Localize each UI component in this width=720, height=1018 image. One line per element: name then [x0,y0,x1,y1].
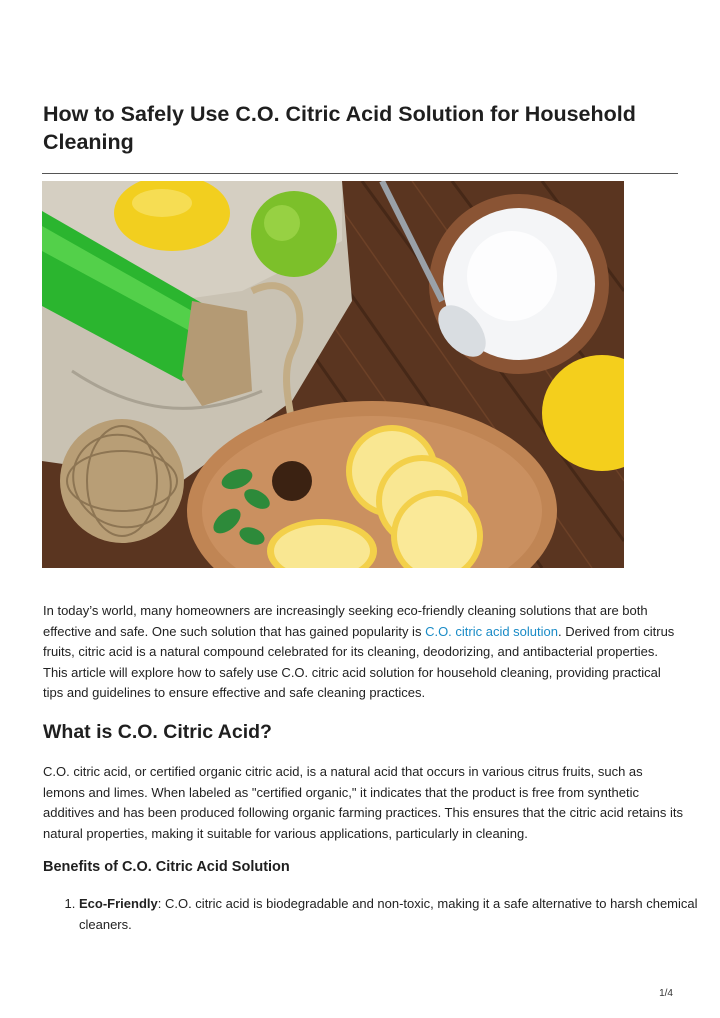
what-is-paragraph: C.O. citric acid, or certified organic citric acid, is a natural acid that occurs in various citrus fruits, such as lemons and limes. When labeled as "certified organic," it indicates that the product is free from synthetic additives and has been produced following organic farming practices. This ensures that the citric acid retains its natural properties, making it suitable for various applications, particularly in cleaning. [43,764,683,841]
page-number: 1/4 [659,988,673,999]
page-title: How to Safely Use C.O. Citric Acid Solution for Household Cleaning [43,102,636,154]
benefits-list [43,894,719,935]
section-heading-benefits: Benefits of C.O. Citric Acid Solution [43,859,290,875]
hero-image [42,181,624,568]
intro-paragraph: In today’s world, many homeowners are increasingly seeking eco-friendly cleaning solutions that are both effective and safe. One such solution that has gained popularity is C.O. citric acid solution. Derived from citrus fruits, citric acid is a natural compound celebrated for its cleaning, deodorizing, and antibacterial properties. This article will explore how to safely use C.O. citric acid solution for household cleaning, providing practical tips and guidelines to ensure effective and safe cleaning practices. [43,603,675,700]
list-item: 1. Eco-Friendly: C.O. citric acid is biodegradable and non-toxic, making it a safe alternative to harsh chemical cleaners. [79,894,719,935]
citric-acid-solution-link[interactable]: C.O. citric acid solution [425,623,558,639]
section-heading-what-is: What is C.O. Citric Acid? [43,721,272,743]
title-divider [42,173,678,174]
